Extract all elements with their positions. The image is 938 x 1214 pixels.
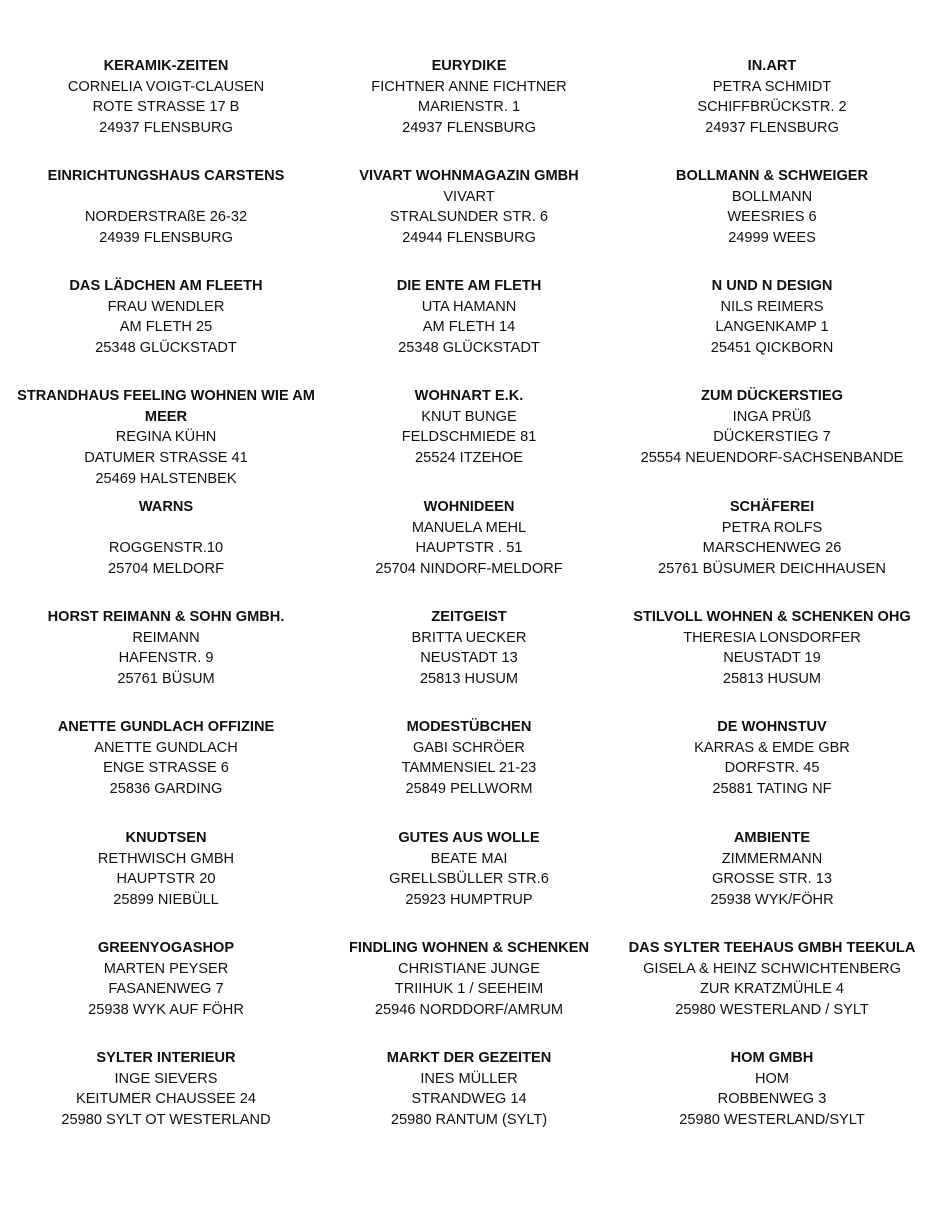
entry-line-2: DATUMER STRASSE 41 xyxy=(84,450,248,467)
entry-line-3: 25554 NEUENDORF-SACHSENBANDE xyxy=(640,450,904,467)
entry-name: DAS LÄDCHEN AM FLEETH xyxy=(69,278,263,294)
address-entry xyxy=(622,386,922,469)
address-entry xyxy=(622,607,922,690)
entry-line-3: 25980 RANTUM (SYLT) xyxy=(390,1112,548,1129)
entry-line-3: 25469 HALSTENBEK xyxy=(95,470,237,487)
entry-line-1: REIMANN xyxy=(132,629,200,646)
entry-name: N UND N DESIGN xyxy=(711,278,833,294)
address-entry xyxy=(622,276,922,359)
entry-line-1: NILS REIMERS xyxy=(720,298,824,315)
entry-name: MARKT DER GEZEITEN xyxy=(386,1050,552,1066)
address-entry xyxy=(319,386,619,469)
entry-line-1: CORNELIA VOIGT-CLAUSEN xyxy=(67,78,265,95)
entry-line-2: FELDSCHMIEDE 81 xyxy=(401,429,537,446)
entry-line-1: RETHWISCH GMBH xyxy=(97,850,235,867)
entry-line-2: SCHIFFBRÜCKSTR. 2 xyxy=(697,99,847,116)
entry-line-1: THERESIA LONSDORFER xyxy=(683,629,861,646)
entry-line-3: 25980 WESTERLAND / SYLT xyxy=(675,1002,869,1019)
entry-line-1: MANUELA MEHL xyxy=(411,519,527,536)
address-entry xyxy=(319,607,619,690)
entry-line-1: INGA PRÜß xyxy=(732,408,812,425)
entry-line-2: HAUPTSTR . 51 xyxy=(415,540,523,557)
address-entry xyxy=(319,828,619,911)
entry-name: ANETTE GUNDLACH OFFIZINE xyxy=(57,719,275,735)
entry-name: DAS SYLTER TEEHAUS GMBH TEEKULA xyxy=(628,940,916,956)
entry-name: VIVART WOHNMAGAZIN GMBH xyxy=(359,168,579,184)
entry-line-3: 25938 WYK AUF FÖHR xyxy=(88,1002,244,1019)
entry-line-2: GROSSE STR. 13 xyxy=(711,871,833,888)
entry-line-2: AM FLETH 25 xyxy=(119,319,213,336)
entry-line-1: INES MÜLLER xyxy=(420,1070,518,1087)
entry-name: WOHNIDEEN xyxy=(423,499,515,515)
entry-line-2: ENGE STRASSE 6 xyxy=(103,760,229,777)
address-entry xyxy=(622,1048,922,1131)
address-entry xyxy=(16,828,316,911)
entry-line-3: 24939 FLENSBURG xyxy=(99,230,233,247)
entry-line-1: BOLLMANN xyxy=(731,188,813,205)
entry-name: WARNS xyxy=(138,499,194,515)
entry-line-3: 25836 GARDING xyxy=(109,781,223,798)
entry-line-2: HAUPTSTR 20 xyxy=(116,871,216,888)
entry-line-2: DÜCKERSTIEG 7 xyxy=(713,429,831,446)
entry-name: ZUM DÜCKERSTIEG xyxy=(701,388,843,404)
entry-name: ZEITGEIST xyxy=(431,609,507,625)
address-entry xyxy=(16,938,316,1021)
entry-line-1: VIVART xyxy=(443,188,495,205)
entry-line-3: 24937 FLENSBURG xyxy=(705,120,839,137)
entry-line-1: FICHTNER ANNE FICHTNER xyxy=(371,78,567,95)
entry-line-3: 25899 NIEBÜLL xyxy=(113,892,219,909)
entry-name: AMBIENTE xyxy=(733,830,811,846)
entry-line-3: 25923 HUMPTRUP xyxy=(405,892,533,909)
entry-name: MODESTÜBCHEN xyxy=(406,719,532,735)
address-entry xyxy=(319,276,619,359)
entry-line-1: HOM xyxy=(754,1070,790,1087)
entry-line-2: MARIENSTR. 1 xyxy=(417,99,521,116)
address-entry xyxy=(16,607,316,690)
entry-line-1 xyxy=(16,518,316,539)
entry-line-1: PETRA ROLFS xyxy=(721,519,823,536)
address-entry xyxy=(319,56,619,139)
entry-line-3: 25980 SYLT OT WESTERLAND xyxy=(61,1112,271,1129)
address-entry xyxy=(319,938,619,1021)
entry-line-2: FASANENWEG 7 xyxy=(108,981,224,998)
address-entry xyxy=(622,717,922,800)
entry-line-3: 25813 HUSUM xyxy=(722,671,822,688)
entry-line-1: ANETTE GUNDLACH xyxy=(94,739,238,756)
entry-line-2: WEESRIES 6 xyxy=(727,209,817,226)
entry-line-1: GABI SCHRÖER xyxy=(413,739,525,756)
entry-name: WOHNART E.K. xyxy=(414,388,524,404)
entry-name: SYLTER INTERIEUR xyxy=(96,1050,236,1066)
address-entry xyxy=(16,276,316,359)
address-entry xyxy=(622,497,922,580)
entry-name: HOM GMBH xyxy=(730,1050,814,1066)
entry-name: BOLLMANN & SCHWEIGER xyxy=(675,168,869,184)
entry-line-2: TRIIHUK 1 / SEEHEIM xyxy=(394,981,544,998)
entry-line-3: 25946 NORDDORF/AMRUM xyxy=(374,1002,564,1019)
entry-name: SCHÄFEREI xyxy=(729,499,815,515)
entry-line-3: 25524 ITZEHOE xyxy=(415,450,523,467)
entry-name: DE WOHNSTUV xyxy=(717,719,827,735)
entry-name: EINRICHTUNGSHAUS CARSTENS xyxy=(47,168,285,184)
address-entry xyxy=(622,166,922,249)
entry-name: EURYDIKE xyxy=(431,58,507,74)
entry-line-3: 25704 MELDORF xyxy=(108,561,224,578)
entry-line-2: HAFENSTR. 9 xyxy=(118,650,214,667)
entry-line-3: 25881 TATING NF xyxy=(712,781,832,798)
entry-name: KERAMIK-ZEITEN xyxy=(103,58,229,74)
entry-line-3: 24999 WEES xyxy=(728,230,816,247)
entry-line-3: 25451 QICKBORN xyxy=(710,340,834,357)
entry-line-3: 25704 NINDORF-MELDORF xyxy=(375,561,563,578)
address-entry xyxy=(16,1048,316,1131)
entry-line-2: ROBBENWEG 3 xyxy=(717,1091,827,1108)
entry-line-3: 25849 PELLWORM xyxy=(405,781,533,798)
entry-line-1: MARTEN PEYSER xyxy=(103,960,229,977)
entry-line-3: 25761 BÜSUM xyxy=(117,671,215,688)
entry-line-2: ZUR KRATZMÜHLE 4 xyxy=(699,981,845,998)
entry-name: GUTES AUS WOLLE xyxy=(398,830,540,846)
address-entry xyxy=(622,56,922,139)
entry-line-3: 24937 FLENSBURG xyxy=(99,120,233,137)
entry-line-1: ZIMMERMANN xyxy=(721,850,823,867)
entry-line-2: AM FLETH 14 xyxy=(422,319,516,336)
entry-line-2: GRELLSBÜLLER STR.6 xyxy=(389,871,549,888)
address-entry xyxy=(319,166,619,249)
entry-line-2: NEUSTADT 19 xyxy=(723,650,821,667)
entry-line-1: KNUT BUNGE xyxy=(421,408,517,425)
entry-line-3: 25348 GLÜCKSTADT xyxy=(95,340,237,357)
entry-line-1: GISELA & HEINZ SCHWICHTENBERG xyxy=(643,960,901,977)
entry-line-2: TAMMENSIEL 21-23 xyxy=(401,760,537,777)
address-entry xyxy=(319,1048,619,1131)
entry-name: KNUDTSEN xyxy=(125,830,207,846)
entry-line-1: UTA HAMANN xyxy=(421,298,517,315)
entry-line-3: 25980 WESTERLAND/SYLT xyxy=(679,1112,865,1129)
address-entry xyxy=(617,938,927,1021)
entry-line-3: 25813 HUSUM xyxy=(419,671,519,688)
entry-line-3: 25938 WYK/FÖHR xyxy=(710,892,834,909)
address-entry xyxy=(16,166,316,249)
entry-line-3: 24944 FLENSBURG xyxy=(402,230,536,247)
address-entry xyxy=(319,717,619,800)
entry-line-2: STRALSUNDER STR. 6 xyxy=(389,209,549,226)
entry-line-2: MARSCHENWEG 26 xyxy=(702,540,842,557)
entry-line-2: ROTE STRASSE 17 B xyxy=(92,99,240,116)
entry-line-3: 25348 GLÜCKSTADT xyxy=(398,340,540,357)
entry-line-2: LANGENKAMP 1 xyxy=(715,319,829,336)
entry-line-1: BRITTA UECKER xyxy=(411,629,527,646)
address-entry xyxy=(16,56,316,139)
address-entry xyxy=(319,497,619,580)
entry-line-1: INGE SIEVERS xyxy=(114,1070,218,1087)
entry-line-2: ROGGENSTR.10 xyxy=(108,540,224,557)
entry-line-2: NEUSTADT 13 xyxy=(420,650,518,667)
entry-line-2: KEITUMER CHAUSSEE 24 xyxy=(75,1091,257,1108)
address-entry xyxy=(16,497,316,580)
entry-line-1: BEATE MAI xyxy=(430,850,508,867)
address-entry xyxy=(16,717,316,800)
entry-line-2: STRANDWEG 14 xyxy=(411,1091,527,1108)
entry-name: HORST REIMANN & SOHN GMBH. xyxy=(47,609,285,625)
entry-name: GREENYOGASHOP xyxy=(97,940,235,956)
entry-name: STRANDHAUS FEELING WOHNEN WIE AM MEER xyxy=(17,388,315,425)
entry-line-1: KARRAS & EMDE GBR xyxy=(694,739,850,756)
entry-line-3: 25761 BÜSUMER DEICHHAUSEN xyxy=(658,561,886,578)
entry-line-3: 24937 FLENSBURG xyxy=(402,120,536,137)
entry-line-1 xyxy=(16,187,316,208)
address-entry xyxy=(622,828,922,911)
address-entry xyxy=(16,386,316,490)
entry-name: FINDLING WOHNEN & SCHENKEN xyxy=(349,940,589,956)
entry-name: STILVOLL WOHNEN & SCHENKEN OHG xyxy=(633,609,911,625)
entry-line-1: PETRA SCHMIDT xyxy=(712,78,832,95)
entry-name: DIE ENTE AM FLETH xyxy=(396,278,542,294)
entry-line-1: FRAU WENDLER xyxy=(107,298,225,315)
entry-line-2: DORFSTR. 45 xyxy=(724,760,820,777)
entry-line-1: REGINA KÜHN xyxy=(115,429,217,446)
entry-line-2: NORDERSTRAßE 26-32 xyxy=(84,209,248,226)
entry-name: IN.ART xyxy=(747,58,797,74)
entry-line-1: CHRISTIANE JUNGE xyxy=(398,960,540,977)
